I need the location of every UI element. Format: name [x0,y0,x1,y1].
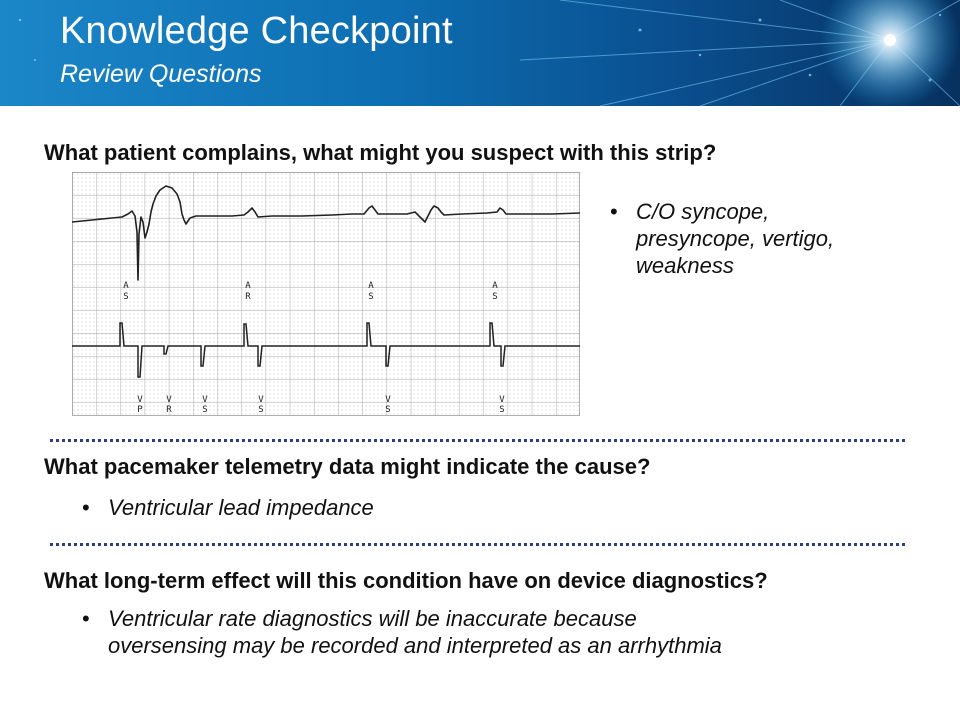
marker-vent-1-top: V [137,395,143,405]
marker-atrial-4-top: A [492,281,498,291]
bullet-icon: • [610,199,618,224]
page-title: Knowledge Checkpoint [60,10,453,52]
marker-atrial-2-bottom: R [245,292,251,302]
question-3: What long-term effect will this condition have on device diagnostics? [44,568,768,593]
marker-atrial-4-bottom: S [492,292,498,302]
marker-atrial-2-top: A [245,281,251,291]
answer-1-line-2: presyncope, vertigo, [636,226,835,251]
answer-3-line-1: Ventricular rate diagnostics will be inaccurate because [108,606,637,631]
marker-vent-5-bottom: S [385,405,391,415]
marker-vent-3-top: V [202,395,208,405]
answer-2-bullet [82,494,374,521]
divider-2 [50,543,905,546]
marker-vent-2-top: V [166,395,172,405]
answer-2-line-1: Ventricular lead impedance [108,495,374,520]
question-2: What pacemaker telemetry data might indicate the cause? [44,454,651,479]
answer-3-bullet [82,605,722,659]
marker-atrial-1-bottom: S [123,292,129,302]
answer-1-line-3: weakness [636,253,734,278]
bullet-icon: • [82,495,90,520]
marker-vent-6-top: V [499,395,505,405]
marker-atrial-3-bottom: S [368,292,374,302]
ecg-strip [72,172,580,416]
marker-atrial-3-top: A [368,281,374,291]
answer-3-line-2: oversensing may be recorded and interpreted as an arrhythmia [108,633,722,658]
marker-vent-2-bottom: R [166,405,172,415]
question-1: What patient complains, what might you suspect with this strip? [44,140,717,165]
marker-vent-6-bottom: S [499,405,505,415]
marker-vent-5-top: V [385,395,391,405]
page-subtitle: Review Questions [60,60,262,88]
marker-atrial-1-top: A [123,281,129,291]
marker-vent-3-bottom: S [202,405,208,415]
answer-1-bullet [610,198,834,279]
bullet-icon: • [82,606,90,631]
marker-vent-4-top: V [258,395,264,405]
marker-vent-1-bottom: P [137,405,143,415]
divider-1 [50,439,905,442]
answer-1-line-1: C/O syncope, [636,199,770,224]
header-banner [0,0,960,106]
marker-vent-4-bottom: S [258,405,264,415]
